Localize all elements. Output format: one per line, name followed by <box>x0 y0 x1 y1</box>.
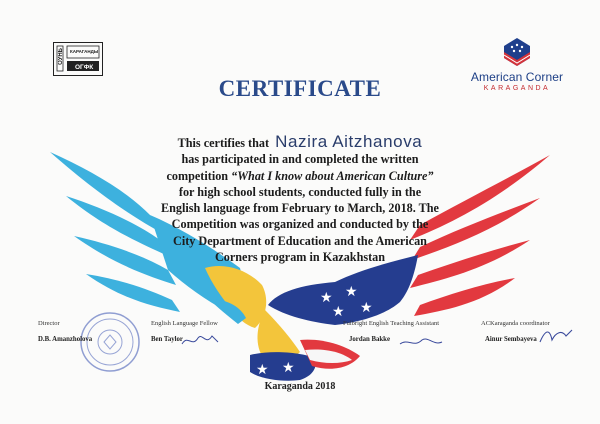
signature-name: Jordan Bakke <box>349 336 390 343</box>
body-line-3 <box>120 168 480 184</box>
body-intro: This certifies that <box>177 136 270 150</box>
library-logo <box>53 42 103 76</box>
handwritten-signature <box>180 330 220 350</box>
signature-role: ACKaraganda coordinator <box>481 320 550 327</box>
signature-role: English Language Fellow <box>151 320 218 327</box>
american-corner-city: KARAGANDA <box>483 85 551 92</box>
body-line-5: English language from February to March, 2018. The <box>161 201 439 216</box>
body-line-1 <box>120 134 480 151</box>
body-line-7: City Department of Education and the American <box>173 233 427 248</box>
signature-role: Fulbright English Teaching Assistant <box>343 320 440 327</box>
certificate-body <box>120 134 480 265</box>
svg-text:★: ★ <box>345 284 358 300</box>
svg-text:★: ★ <box>282 360 295 376</box>
place-and-year: Karaganda 2018 <box>264 381 336 392</box>
certificate-title: CERTIFICATE <box>218 76 382 101</box>
handwritten-signature <box>398 334 444 350</box>
signature-director <box>38 320 92 343</box>
signature-name: Ben Taylor <box>151 336 183 343</box>
signature-role: Director <box>38 320 60 327</box>
american-corner-emblem-icon <box>504 38 530 66</box>
signature-name: Ainur Sembayeva <box>485 336 537 343</box>
recipient-name: Nazira Aitzhanova <box>275 132 423 151</box>
body-line-4: for high school students, conducted fully in the <box>178 184 422 199</box>
american-corner-name: American Corner <box>470 70 564 84</box>
body-line-6: Competition was organized and conducted by the <box>171 217 429 232</box>
body-line-2: has participated in and completed the written <box>181 152 419 167</box>
svg-text:★: ★ <box>256 362 269 378</box>
competition-title: “What I know about American Culture” <box>231 168 434 183</box>
handwritten-signature <box>536 326 576 346</box>
svg-text:★: ★ <box>332 304 345 320</box>
body-line-8: Corners program in Kazakhstan <box>214 250 386 265</box>
signature-name: D.B. Amanzholova <box>38 336 93 343</box>
logo-text-left: ОУНБ <box>58 48 64 65</box>
body-line-3-prefix: competition <box>166 168 229 183</box>
svg-text:★: ★ <box>320 290 333 306</box>
logo-text-top: КАРАГАНДЫ <box>70 49 99 54</box>
logo-text-bottom: ОГФК <box>75 64 94 71</box>
svg-text:★: ★ <box>360 300 373 316</box>
